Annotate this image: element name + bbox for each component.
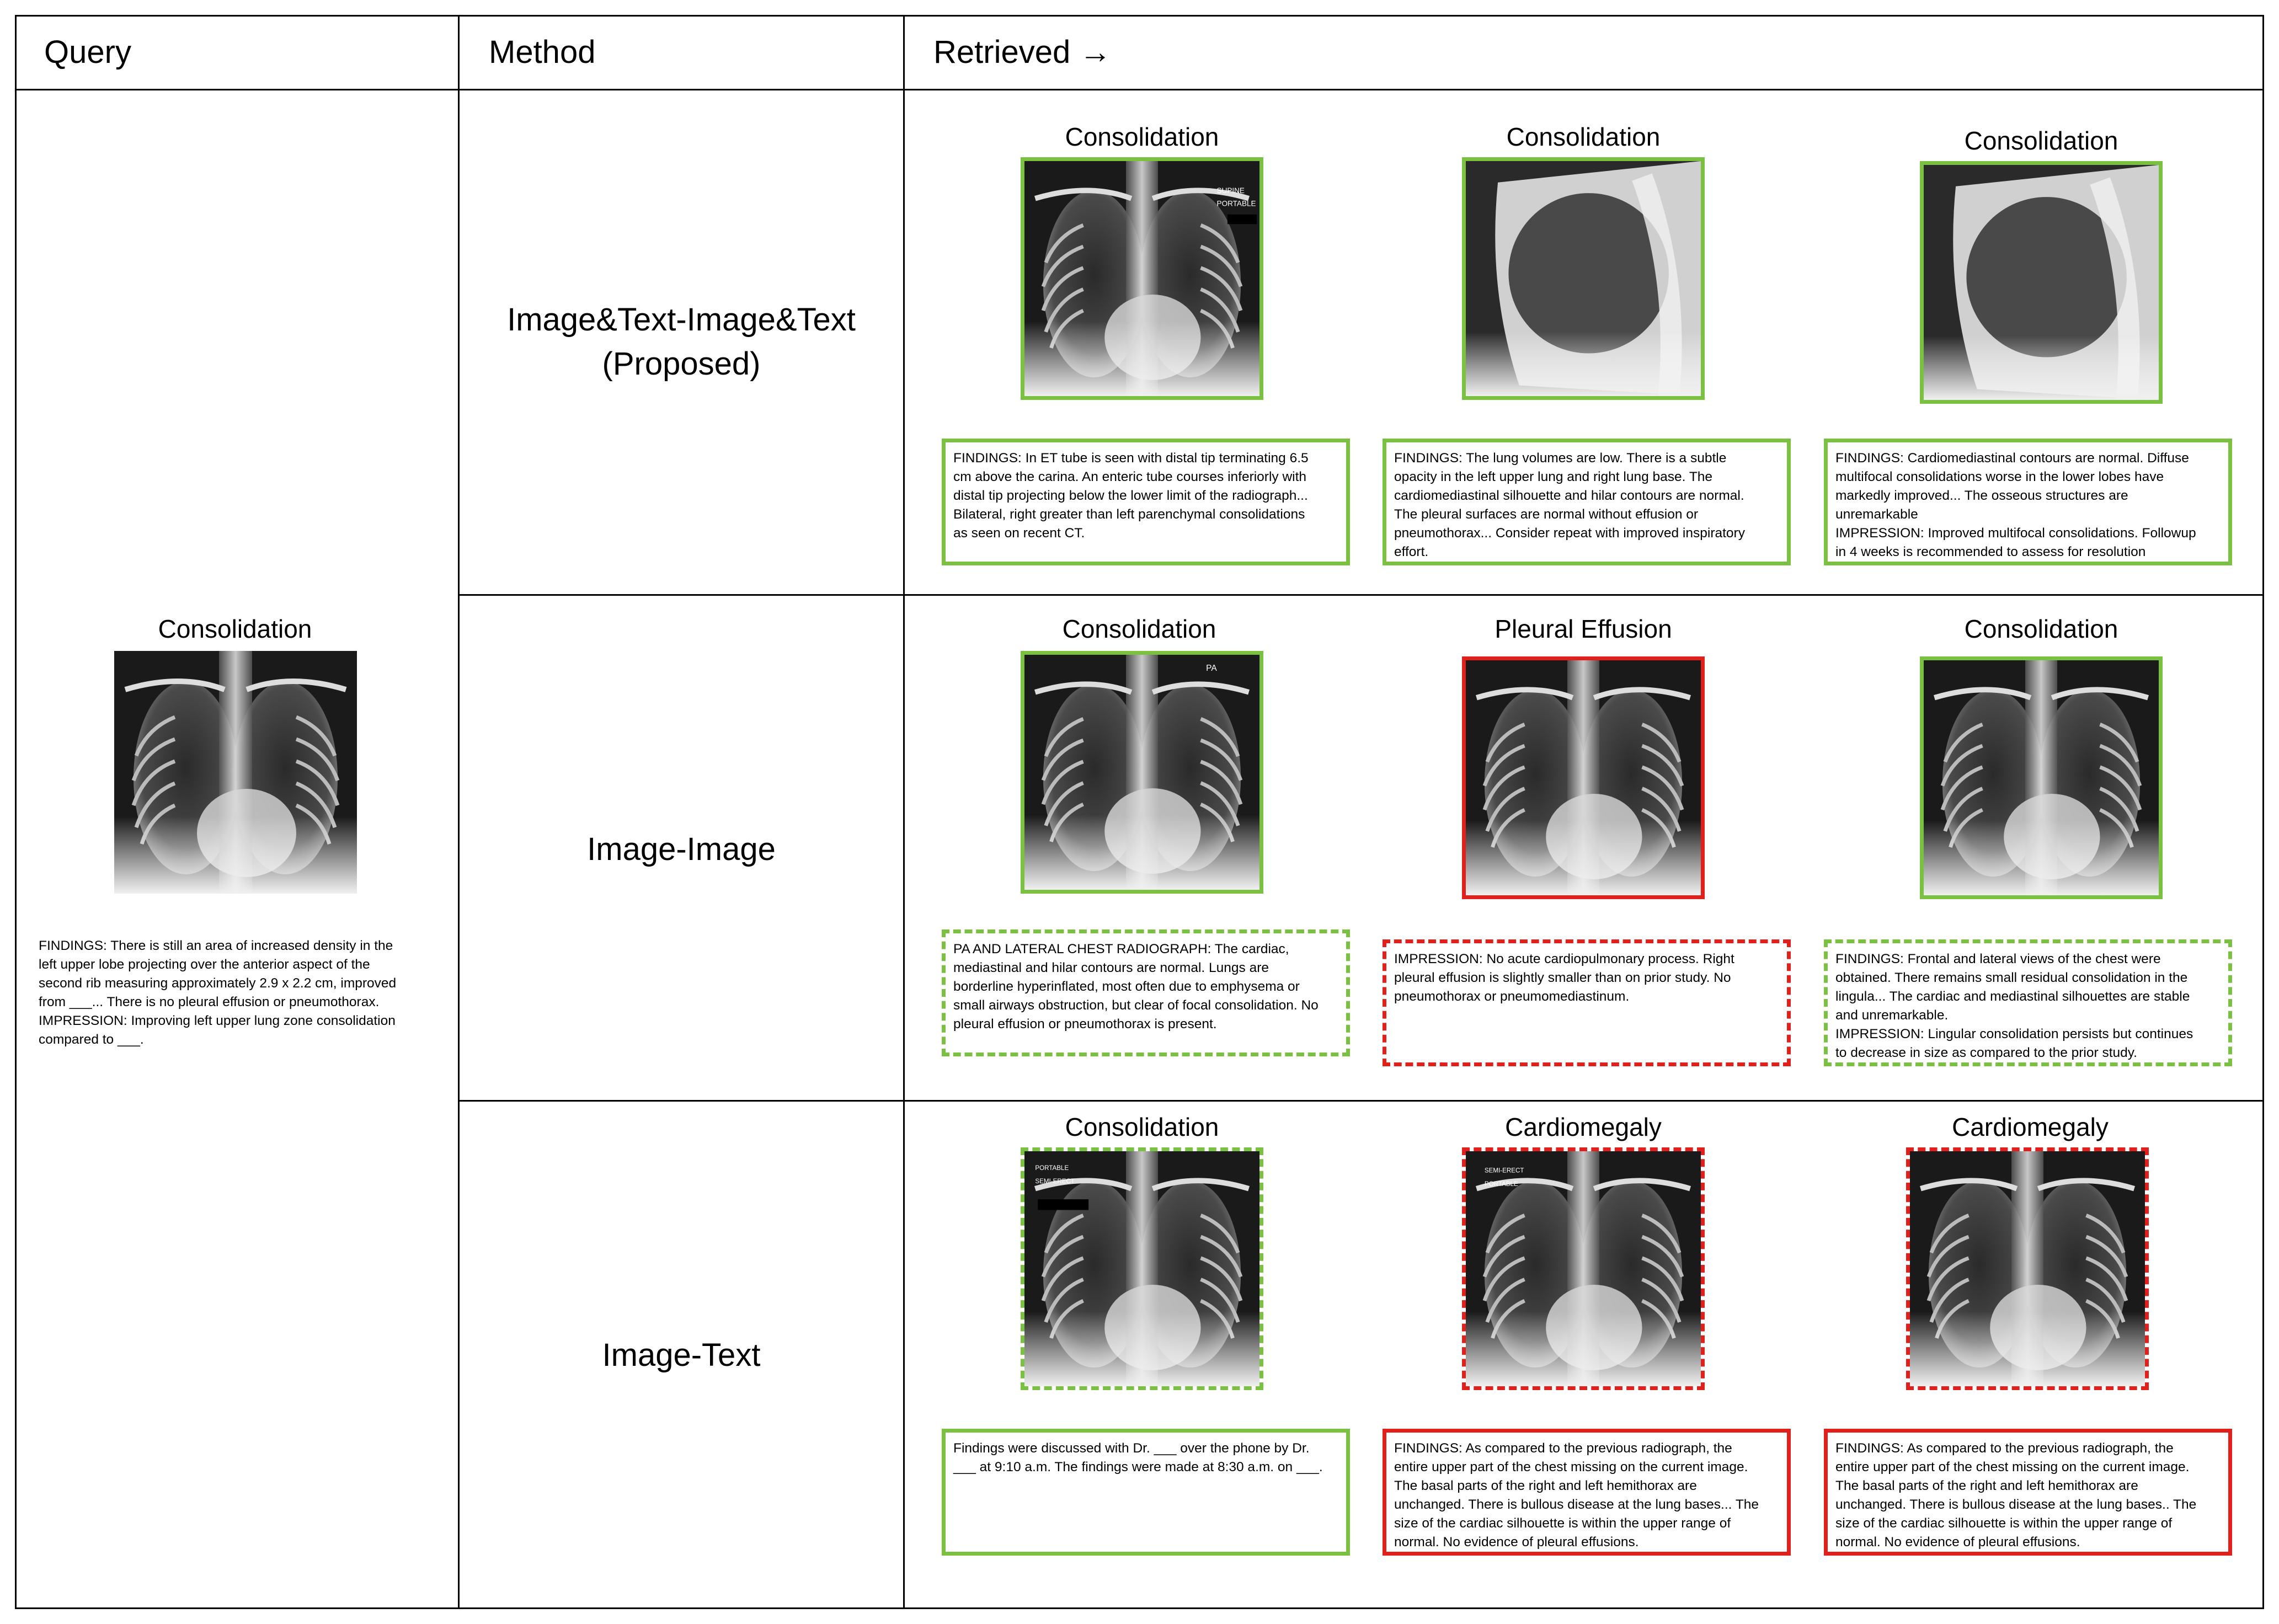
result-report: FINDINGS: The lung volumes are low. There is a subtle opacity in the left upper lung and right lung base. The cardiomediastinal silhouette and hilar contours are normal. The pleural surfaces are normal without effusion or pneumothorax... Consider repeat with improved inspiratory effort. (1383, 439, 1791, 565)
method-label-image-text: Image-Text (602, 1337, 761, 1373)
result-report: FINDINGS: In ET tube is seen with distal tip terminating 6.5 cm above the carina. An enteric tube courses inferiorly with distal tip projecting below the lower limit of the radiograph... Bilateral, right greater than left parenchymal consolidations as seen on recent CT. (942, 439, 1350, 565)
result-xray-image (1920, 656, 2163, 899)
result-xray-image (1462, 1147, 1705, 1390)
method-label-proposed: Image&Text-Image&Text (Proposed) (507, 302, 856, 382)
header-retrieved: Retrieved → (933, 34, 1112, 70)
col-divider-1 (458, 15, 460, 1609)
result-xray-image (1021, 651, 1263, 894)
image-marker: PORTABLE (1035, 1164, 1069, 1172)
result-title: Consolidation (1964, 615, 2118, 643)
method-label-image-image: Image-Image (587, 831, 776, 867)
image-marker: SEMI-ERECT (1484, 1167, 1524, 1174)
header-divider (15, 89, 2264, 90)
header-method: Method (489, 34, 596, 70)
result-report: PA AND LATERAL CHEST RADIOGRAPH: The cardiac, mediastinal and hilar contours are normal. Lungs are borderline hyperinflated, most often due to emphysema or small airways obstruction, but clear of focal consolidation. No pleural effusion or pneumothorax is present. (942, 929, 1350, 1056)
result-xray-image (1462, 157, 1705, 400)
result-title: Pleural Effusion (1495, 615, 1672, 643)
image-marker: SUPINE (1216, 186, 1245, 195)
image-marker: SEMI-ERECT (1035, 1178, 1075, 1185)
result-title: Consolidation (1506, 122, 1661, 151)
query-title: Consolidation (158, 615, 312, 643)
result-report: Findings were discussed with Dr. ___ over the phone by Dr. ___ at 9:10 a.m. The findings were made at 8:30 a.m. on ___. (942, 1429, 1350, 1556)
result-xray-image (1021, 1147, 1263, 1390)
result-report: FINDINGS: As compared to the previous radiograph, the entire upper part of the chest missing on the current image. The basal parts of the right and left hemithorax are unchanged. There is bullous disease at the lung bases.. The size of the cardiac silhouette is within the upper range of normal. No evidence of pleural effusions. (1824, 1429, 2232, 1556)
image-marker: PORTABLE (1484, 1180, 1518, 1188)
result-title: Consolidation (1062, 615, 1216, 643)
result-xray-image (1920, 161, 2163, 404)
result-report: FINDINGS: Cardiomediastinal contours are normal. Diffuse multifocal consolidations worse in the lower lobes have markedly improved... The osseous structures are unremarkable IMPRESSION: Improved multifocal consolidations. Followup in 4 weeks is recommended to assess for resolution (1824, 439, 2232, 565)
result-title: Cardiomegaly (1952, 1113, 2109, 1141)
query-report: FINDINGS: There is still an area of increased density in the left upper lobe projecting over the anterior aspect of the second rib measuring approximately 2.9 x 2.2 cm, improved from ___... There is no pleural effusion or pneumothorax. IMPRESSION: Improving left upper lung zone consolidation compared to ___. (39, 938, 397, 1047)
header-query: Query (44, 34, 131, 70)
image-marker: PORTABLE (1216, 199, 1256, 208)
row-divider-1 (458, 594, 2264, 596)
result-xray-image (1021, 157, 1263, 400)
result-title: Consolidation (1964, 126, 2118, 155)
result-title: Consolidation (1065, 1113, 1219, 1141)
image-marker: PA (1206, 664, 1217, 674)
query-xray-image (114, 651, 357, 894)
result-xray-image (1906, 1147, 2149, 1390)
result-report: IMPRESSION: No acute cardiopulmonary process. Right pleural effusion is slightly smaller than on prior study. No pneumothorax or pneumomediastinum. (1383, 939, 1791, 1066)
result-report: FINDINGS: As compared to the previous radiograph, the entire upper part of the chest missing on the current image. The basal parts of the right and left hemithorax are unchanged. There is bullous disease at the lung bases... The size of the cardiac silhouette is within the upper range of normal. No evidence of pleural effusions. (1383, 1429, 1791, 1556)
row-divider-2 (458, 1100, 2264, 1102)
result-xray-image (1462, 656, 1705, 899)
result-title: Cardiomegaly (1505, 1113, 1662, 1141)
col-divider-2 (903, 15, 905, 1609)
result-title: Consolidation (1065, 122, 1219, 151)
result-report: FINDINGS: Frontal and lateral views of the chest were obtained. There remains small residual consolidation in the lingula... The cardiac and mediastinal silhouettes are stable and unremarkable. IMPRESSION: Lingular consolidation persists but continues to decrease in size as compared to the prior study. (1824, 939, 2232, 1066)
